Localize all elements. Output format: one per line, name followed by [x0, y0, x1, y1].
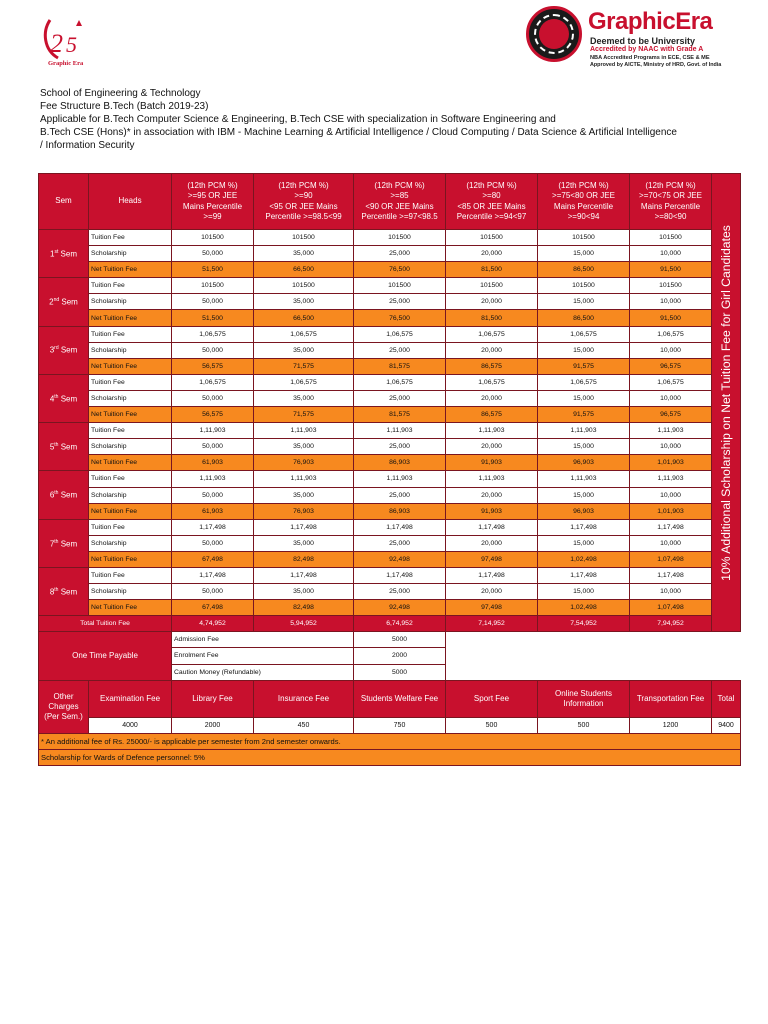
fee-cell: 67,498: [172, 600, 254, 616]
criteria-line: Percentile >=94<97: [456, 212, 527, 221]
fee-cell: 1,06,575: [630, 326, 712, 342]
criteria-line: >=80<90: [654, 212, 687, 221]
fee-cell: 97,498: [446, 551, 538, 567]
fee-cell: 101500: [630, 278, 712, 294]
table-header-row: [39, 174, 741, 230]
fee-cell: 25,000: [354, 584, 446, 600]
fee-cell: 1,06,575: [172, 374, 254, 390]
row-label: Tuition Fee: [89, 567, 172, 583]
fee-cell: 86,575: [446, 407, 538, 423]
blank-cell: [446, 632, 712, 648]
fee-cell: 1,11,903: [354, 471, 446, 487]
semester-label: 8th Sem: [39, 567, 89, 615]
criteria-header: [172, 174, 254, 230]
fee-cell: 1,17,498: [354, 567, 446, 583]
fee-cell: 50,000: [172, 246, 254, 262]
fee-cell: 1,06,575: [172, 326, 254, 342]
fee-cell: 1,02,498: [538, 600, 630, 616]
row-label: Scholarship: [89, 294, 172, 310]
other-charge-value: 4000: [89, 717, 172, 733]
fee-cell: 1,11,903: [446, 423, 538, 439]
criteria-line: Percentile >=98.5<99: [265, 212, 342, 221]
total-cell: 7,54,952: [538, 616, 630, 632]
criteria-line: (12th PCM %): [374, 180, 425, 190]
university-logo: [526, 6, 758, 68]
row-label: Scholarship: [89, 342, 172, 358]
note-row: [39, 749, 741, 765]
semester-label: 5th Sem: [39, 423, 89, 471]
fee-cell: 35,000: [254, 535, 354, 551]
criteria-line: (12th PCM %): [187, 180, 238, 190]
one-time-label: One Time Payable: [39, 632, 172, 680]
criteria-line: >=95 OR JEE: [187, 191, 238, 200]
one-time-item: Enrolment Fee: [172, 648, 354, 664]
total-label: Total Tuition Fee: [39, 616, 172, 632]
criteria-header: [630, 174, 712, 230]
fee-cell: 35,000: [254, 342, 354, 358]
fee-cell: 91,500: [630, 262, 712, 278]
fee-cell: 1,06,575: [538, 326, 630, 342]
other-charge-header: Transportation Fee: [630, 680, 712, 717]
row-label: Scholarship: [89, 439, 172, 455]
table-row: [39, 439, 741, 455]
table-row: [39, 246, 741, 262]
total-cell: 6,74,952: [354, 616, 446, 632]
applicability-line-3: / Information Security: [40, 139, 135, 151]
fee-table: [38, 173, 741, 766]
criteria-header: [254, 174, 354, 230]
criteria-line: >=80: [482, 191, 501, 200]
row-label: Net Tuition Fee: [89, 455, 172, 471]
semester-label: 6th Sem: [39, 471, 89, 519]
fee-cell: 1,01,903: [630, 503, 712, 519]
fee-cell: 1,11,903: [354, 423, 446, 439]
fee-cell: 1,17,498: [630, 567, 712, 583]
row-label: Tuition Fee: [89, 471, 172, 487]
fee-cell: 1,06,575: [254, 326, 354, 342]
fee-cell: 1,17,498: [630, 519, 712, 535]
fee-structure-title: Fee Structure B.Tech (Batch 2019-23): [40, 100, 209, 112]
fee-cell: 50,000: [172, 342, 254, 358]
fee-cell: 50,000: [172, 535, 254, 551]
one-time-row: [39, 632, 741, 648]
fee-cell: 20,000: [446, 390, 538, 406]
side-note-text: 10% Additional Scholarship on Net Tuition Fee for Girl Candidates: [719, 224, 733, 581]
fee-cell: 35,000: [254, 584, 354, 600]
fee-cell: 10,000: [630, 535, 712, 551]
fee-cell: 25,000: [354, 390, 446, 406]
fee-cell: 61,903: [172, 455, 254, 471]
fee-cell: 96,575: [630, 407, 712, 423]
fee-cell: 1,17,498: [354, 519, 446, 535]
fee-cell: 101500: [630, 230, 712, 246]
fee-cell: 15,000: [538, 584, 630, 600]
fee-cell: 86,575: [446, 358, 538, 374]
nba-text: NBA Accredited Programs in ECE, CSE & ME: [590, 55, 710, 61]
semester-label: 7th Sem: [39, 519, 89, 567]
heads-header: Heads: [89, 174, 172, 230]
fee-cell: 101500: [354, 230, 446, 246]
other-charge-header: Sport Fee: [446, 680, 538, 717]
other-charges-header: [39, 680, 741, 717]
criteria-line: >=90: [294, 191, 313, 200]
row-label: Net Tuition Fee: [89, 600, 172, 616]
fee-cell: 1,01,903: [630, 455, 712, 471]
note-text: Scholarship for Wards of Defence personnel: 5%: [39, 749, 741, 765]
total-row: [39, 616, 741, 632]
fee-cell: 1,06,575: [254, 374, 354, 390]
fee-cell: 92,498: [354, 551, 446, 567]
criteria-line: Mains Percentile: [640, 201, 701, 211]
total-cell: 5,94,952: [254, 616, 354, 632]
table-row: [39, 584, 741, 600]
applicability-line-2: B.Tech CSE (Hons)* in association with IBM - Machine Learning & Artificial Intelligence / Cloud Computing / Data Science & Artificial Intelligence: [40, 126, 677, 138]
row-label: Scholarship: [89, 487, 172, 503]
criteria-line: <90 OR JEE Mains: [365, 201, 434, 211]
fee-cell: 61,903: [172, 503, 254, 519]
table-row: [39, 390, 741, 406]
criteria-line: Mains Percentile: [182, 201, 243, 211]
other-charge-header: Total: [712, 680, 741, 717]
one-time-amount: 5000: [354, 632, 446, 648]
fee-cell: 66,500: [254, 310, 354, 326]
fee-cell: 10,000: [630, 584, 712, 600]
fee-cell: 1,02,498: [538, 551, 630, 567]
anniversary-logo: [36, 12, 96, 72]
other-charge-value: 500: [538, 717, 630, 733]
criteria-line: >=85: [390, 191, 409, 200]
blank-cell: [446, 648, 712, 664]
fee-cell: 91,575: [538, 358, 630, 374]
table-row: [39, 600, 741, 616]
one-time-item: Caution Money (Refundable): [172, 664, 354, 680]
fee-cell: 15,000: [538, 294, 630, 310]
other-charge-value: 1200: [630, 717, 712, 733]
fee-cell: 25,000: [354, 439, 446, 455]
fee-cell: 101500: [254, 278, 354, 294]
fee-cell: 1,11,903: [254, 471, 354, 487]
note-row: [39, 733, 741, 749]
criteria-line: Percentile >=97<98.5: [361, 212, 438, 221]
school-name: School of Engineering & Technology: [40, 88, 201, 99]
fee-cell: 86,500: [538, 310, 630, 326]
fee-cell: 25,000: [354, 535, 446, 551]
criteria-line: (12th PCM %): [466, 180, 517, 190]
fee-cell: 71,575: [254, 358, 354, 374]
semester-label: 2nd Sem: [39, 278, 89, 326]
row-label: Net Tuition Fee: [89, 262, 172, 278]
total-cell: 7,14,952: [446, 616, 538, 632]
row-label: Net Tuition Fee: [89, 310, 172, 326]
fee-cell: 10,000: [630, 294, 712, 310]
table-row: [39, 342, 741, 358]
fee-cell: 1,11,903: [254, 423, 354, 439]
sem-header: Sem: [39, 174, 89, 230]
row-label: Net Tuition Fee: [89, 551, 172, 567]
fee-cell: 81,500: [446, 310, 538, 326]
criteria-line: (12th PCM %): [558, 180, 609, 190]
fee-cell: 10,000: [630, 246, 712, 262]
note-text: * An additional fee of Rs. 25000/- is applicable per semester from 2nd semester onwards.: [39, 733, 741, 749]
naac-text: Accredited by NAAC with Grade A: [590, 46, 704, 53]
row-label: Scholarship: [89, 390, 172, 406]
fee-cell: 96,903: [538, 503, 630, 519]
other-charge-value: 750: [354, 717, 446, 733]
criteria-line: Mains Percentile: [553, 201, 614, 211]
fee-cell: 66,500: [254, 262, 354, 278]
row-label: Tuition Fee: [89, 519, 172, 535]
fee-cell: 76,903: [254, 455, 354, 471]
fee-cell: 51,500: [172, 262, 254, 278]
fee-cell: 1,11,903: [538, 423, 630, 439]
other-charges-values: [39, 717, 741, 733]
fee-cell: 1,06,575: [538, 374, 630, 390]
fee-cell: 81,575: [354, 407, 446, 423]
other-charge-header: Insurance Fee: [254, 680, 354, 717]
criteria-line: >=75<80 OR JEE: [552, 191, 615, 200]
fee-cell: 35,000: [254, 246, 354, 262]
girl-scholarship-note: [712, 174, 741, 632]
fee-cell: 15,000: [538, 342, 630, 358]
fee-cell: 101500: [538, 230, 630, 246]
fee-cell: 25,000: [354, 487, 446, 503]
fee-cell: 20,000: [446, 584, 538, 600]
fee-cell: 101500: [538, 278, 630, 294]
other-charge-header: Online Students Information: [538, 680, 630, 717]
other-charge-value: 9400: [712, 717, 741, 733]
fee-cell: 96,575: [630, 358, 712, 374]
criteria-line: <85 OR JEE Mains: [457, 201, 526, 211]
fee-cell: 67,498: [172, 551, 254, 567]
table-row: [39, 471, 741, 487]
table-row: [39, 374, 741, 390]
row-label: Tuition Fee: [89, 278, 172, 294]
criteria-line: (12th PCM %): [278, 180, 329, 190]
other-charges-label: Other Charges (Per Sem.): [39, 680, 89, 733]
table-row: [39, 455, 741, 471]
fee-cell: 15,000: [538, 487, 630, 503]
row-label: Tuition Fee: [89, 230, 172, 246]
fee-cell: 15,000: [538, 439, 630, 455]
fee-cell: 81,575: [354, 358, 446, 374]
fee-cell: 25,000: [354, 342, 446, 358]
table-row: [39, 278, 741, 294]
row-label: Scholarship: [89, 535, 172, 551]
row-label: Scholarship: [89, 584, 172, 600]
fee-cell: 50,000: [172, 294, 254, 310]
fee-cell: 101500: [254, 230, 354, 246]
row-label: Net Tuition Fee: [89, 358, 172, 374]
fee-cell: 1,07,498: [630, 600, 712, 616]
row-label: Tuition Fee: [89, 326, 172, 342]
fee-cell: 20,000: [446, 439, 538, 455]
fee-cell: 101500: [172, 278, 254, 294]
fee-cell: 20,000: [446, 487, 538, 503]
fee-cell: 51,500: [172, 310, 254, 326]
criteria-header: [354, 174, 446, 230]
fee-cell: 1,17,498: [254, 519, 354, 535]
fee-cell: 10,000: [630, 342, 712, 358]
criteria-line: (12th PCM %): [645, 180, 696, 190]
other-charge-value: 2000: [172, 717, 254, 733]
fee-cell: 1,17,498: [446, 567, 538, 583]
fee-cell: 10,000: [630, 487, 712, 503]
table-row: [39, 262, 741, 278]
one-time-amount: 2000: [354, 648, 446, 664]
fee-cell: 1,06,575: [446, 326, 538, 342]
fee-cell: 25,000: [354, 246, 446, 262]
fee-cell: 82,498: [254, 551, 354, 567]
fee-cell: 1,07,498: [630, 551, 712, 567]
other-charge-header: Examination Fee: [89, 680, 172, 717]
fee-cell: 10,000: [630, 390, 712, 406]
criteria-line: >=99: [203, 212, 222, 221]
fee-cell: 91,903: [446, 503, 538, 519]
row-label: Tuition Fee: [89, 423, 172, 439]
fee-cell: 101500: [446, 230, 538, 246]
fee-cell: 81,500: [446, 262, 538, 278]
fee-cell: 91,575: [538, 407, 630, 423]
table-row: [39, 503, 741, 519]
other-charge-value: 450: [254, 717, 354, 733]
fee-cell: 10,000: [630, 439, 712, 455]
table-row: [39, 407, 741, 423]
fee-cell: 76,500: [354, 262, 446, 278]
fee-cell: 20,000: [446, 342, 538, 358]
semester-label: 3rd Sem: [39, 326, 89, 374]
left-logo-caption: Graphic Era: [48, 60, 84, 67]
fee-cell: 101500: [354, 278, 446, 294]
fee-cell: 35,000: [254, 390, 354, 406]
table-row: [39, 358, 741, 374]
fee-cell: 86,903: [354, 455, 446, 471]
fee-cell: 1,17,498: [172, 567, 254, 583]
fee-cell: 91,500: [630, 310, 712, 326]
row-label: Scholarship: [89, 246, 172, 262]
fee-cell: 92,498: [354, 600, 446, 616]
brand-name: GraphicEra: [588, 8, 713, 35]
fee-cell: 50,000: [172, 487, 254, 503]
fee-cell: 1,17,498: [446, 519, 538, 535]
fee-cell: 101500: [446, 278, 538, 294]
fee-cell: 25,000: [354, 294, 446, 310]
criteria-line: >=90<94: [567, 212, 600, 221]
fee-cell: 76,500: [354, 310, 446, 326]
criteria-header: [446, 174, 538, 230]
table-row: [39, 423, 741, 439]
fee-cell: 56,575: [172, 358, 254, 374]
semester-label: 1st Sem: [39, 230, 89, 278]
aicte-text: Approved by AICTE, Ministry of HRD, Govt. of India: [590, 62, 722, 68]
row-label: Tuition Fee: [89, 374, 172, 390]
fee-cell: 35,000: [254, 487, 354, 503]
deemed-text: Deemed to be University: [590, 36, 696, 46]
svg-text:5: 5: [66, 32, 77, 57]
fee-cell: 76,903: [254, 503, 354, 519]
fee-cell: 1,17,498: [538, 519, 630, 535]
fee-cell: 50,000: [172, 390, 254, 406]
other-charge-value: 500: [446, 717, 538, 733]
fee-cell: 71,575: [254, 407, 354, 423]
one-time-item: Admission Fee: [172, 632, 354, 648]
fee-cell: 1,17,498: [254, 567, 354, 583]
row-label: Net Tuition Fee: [89, 503, 172, 519]
fee-cell: 15,000: [538, 390, 630, 406]
total-cell: 4,74,952: [172, 616, 254, 632]
fee-cell: 91,903: [446, 455, 538, 471]
fee-cell: 96,903: [538, 455, 630, 471]
university-seal-icon: [526, 6, 582, 62]
fee-cell: 35,000: [254, 294, 354, 310]
fee-cell: 86,903: [354, 503, 446, 519]
fee-cell: 1,11,903: [538, 471, 630, 487]
fee-cell: 50,000: [172, 584, 254, 600]
other-charge-header: Students Welfare Fee: [354, 680, 446, 717]
table-row: [39, 326, 741, 342]
intro-text: [40, 88, 740, 153]
svg-text:2: 2: [50, 29, 63, 58]
fee-cell: 15,000: [538, 246, 630, 262]
fee-cell: 20,000: [446, 535, 538, 551]
fee-cell: 20,000: [446, 294, 538, 310]
table-row: [39, 535, 741, 551]
fee-cell: 1,17,498: [172, 519, 254, 535]
table-row: [39, 487, 741, 503]
fee-cell: 1,06,575: [354, 326, 446, 342]
table-row: [39, 294, 741, 310]
table-row: [39, 567, 741, 583]
row-label: Net Tuition Fee: [89, 407, 172, 423]
applicability-line-1: Applicable for B.Tech Computer Science & Engineering, B.Tech CSE with specialization in Software Engineering and: [40, 113, 556, 125]
fee-cell: 86,500: [538, 262, 630, 278]
other-charge-header: Library Fee: [172, 680, 254, 717]
total-cell: 7,94,952: [630, 616, 712, 632]
fee-cell: 1,11,903: [446, 471, 538, 487]
fee-cell: 50,000: [172, 439, 254, 455]
semester-label: 4th Sem: [39, 374, 89, 422]
blank-cell: [446, 664, 712, 680]
fee-cell: 82,498: [254, 600, 354, 616]
fee-cell: 1,11,903: [630, 423, 712, 439]
fee-cell: 1,06,575: [446, 374, 538, 390]
table-row: [39, 519, 741, 535]
fee-cell: 56,575: [172, 407, 254, 423]
one-time-amount: 5000: [354, 664, 446, 680]
criteria-line: >=70<75 OR JEE: [639, 191, 702, 200]
table-row: [39, 230, 741, 246]
fee-cell: 1,17,498: [538, 567, 630, 583]
table-row: [39, 310, 741, 326]
fee-cell: 1,06,575: [354, 374, 446, 390]
fee-cell: 1,11,903: [630, 471, 712, 487]
fee-cell: 20,000: [446, 246, 538, 262]
table-row: [39, 551, 741, 567]
fee-cell: 97,498: [446, 600, 538, 616]
criteria-line: <95 OR JEE Mains: [269, 201, 338, 211]
fee-cell: 1,11,903: [172, 423, 254, 439]
criteria-header: [538, 174, 630, 230]
fee-cell: 1,06,575: [630, 374, 712, 390]
fee-cell: 1,11,903: [172, 471, 254, 487]
fee-cell: 101500: [172, 230, 254, 246]
fee-cell: 15,000: [538, 535, 630, 551]
fee-cell: 35,000: [254, 439, 354, 455]
